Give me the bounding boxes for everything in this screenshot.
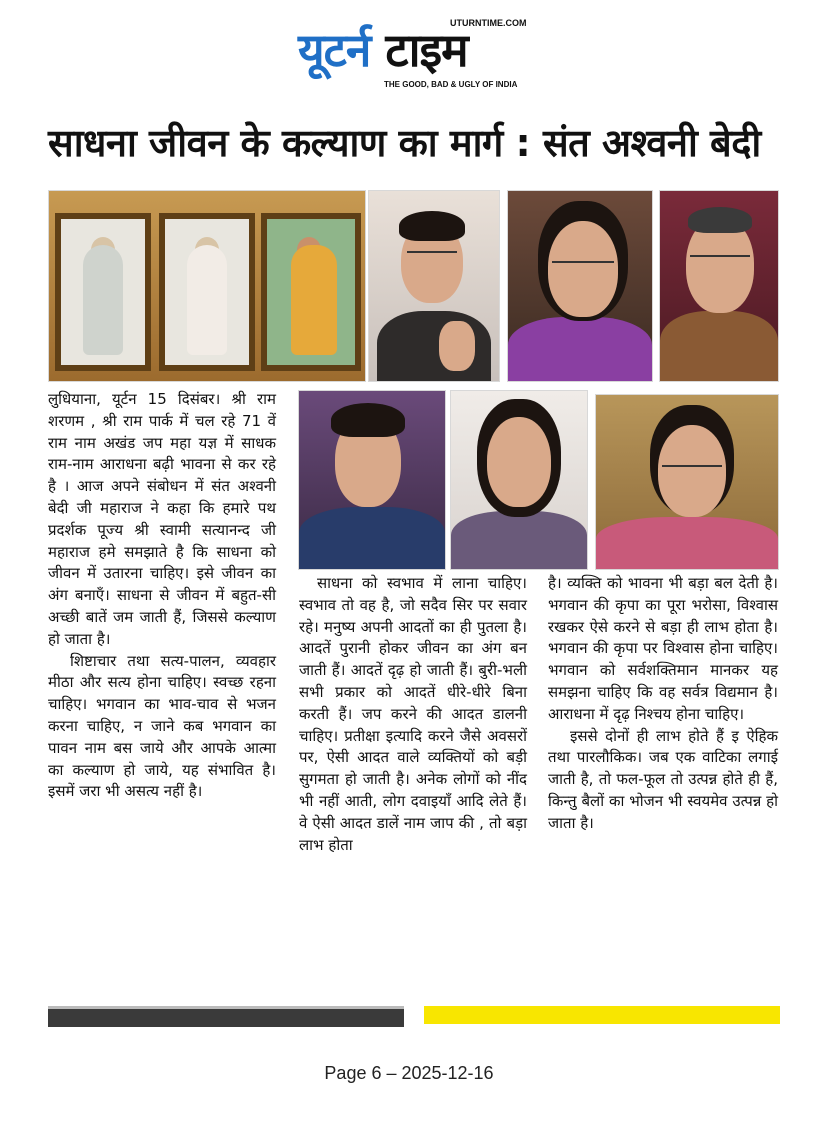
next-article-strip-right xyxy=(424,1006,780,1024)
photo-woman-purple-shawl xyxy=(507,190,653,382)
article-column-3 xyxy=(548,573,778,835)
portrait-frame-1 xyxy=(55,213,151,371)
photo-woman-center xyxy=(450,390,588,570)
article-column-2 xyxy=(299,573,527,856)
brand-part1: यूटर्न xyxy=(298,23,371,77)
brand-part2: टाइम xyxy=(385,23,468,77)
photo-older-man-glasses xyxy=(659,190,779,382)
photo-framed-portraits xyxy=(48,190,366,382)
next-article-strip-left xyxy=(48,1006,404,1027)
article-paragraph: शिष्टाचार तथा सत्य-पालन, व्यवहार मीठा और सत्य होना चाहिए। स्वच्छ रहना चाहिए। भगवान का भाव-चाव से भजन करना चाहिए, न जाने कब भगवान का पावन नाम बस जाये और आपके आत्मा का कल्याण हो जाये, यह संभावित है। इसमें जरा भी असत्य नहीं है। xyxy=(48,651,276,801)
portrait-frame-3 xyxy=(261,213,361,371)
article-paragraph: साधना को स्वभाव में लाना चाहिए। स्वभाव तो वह है, जो सदैव सिर पर सवार रहे। मनुष्य अपनी आदतों का ही पुतला है। आदतें पुरानी होकर जीवन का अंग बन जाती हैं। आदतें दृढ़ हो जाती हैं। बुरी-भली सभी प्रकार को आदतें धीरे-धीरे बिना करती हैं। जप करने की आदत डालनी चाहिए। प्रतीक्षा इत्यादि करने जैसे अवसरों पर, ऐसी आदत वाले व्यक्तियों को बड़ी सुगमता हो जाती है। अनेक लोगों को नींद भी नहीं आती, लोग दवाइयाँ आदि लेते हैं। वे ऐसी आदत डालें नाम जाप की , तो बड़ा लाभ होता xyxy=(299,574,527,854)
portrait-frame-2 xyxy=(159,213,255,371)
photo-young-man-blazer xyxy=(298,390,446,570)
article-headline: साधना जीवन के कल्याण का मार्ग : संत अश्वनी बेदी xyxy=(48,121,761,165)
newspaper-logo xyxy=(298,24,468,76)
article-column-1 xyxy=(48,389,276,803)
photo-elderly-woman xyxy=(595,394,779,570)
article-paragraph: इससे दोनों ही लाभ होते हैं इ ऐहिक तथा पारलौकिक। जब एक वाटिका लगाई जाती है, तो फल-फूल तो उत्पन्न होते ही हैं, किन्तु बैलों का भोजन भी स्वयमेव उत्पन्न हो जाता है। xyxy=(548,726,778,832)
site-url: UTURNTIME.COM xyxy=(450,18,527,28)
photo-man-folded-hands xyxy=(368,190,500,382)
tagline: THE GOOD, BAD & UGLY OF INDIA xyxy=(384,80,518,89)
article-paragraph: है। व्यक्ति को भावना भी बड़ा बल देती है। भगवान की कृपा का पूरा भरोसा, विश्वास रखकर ऐसे करने से बड़ा ही लाभ होता है। भगवान की कृपा पर विश्वास होना चाहिए। भगवान को सर्वशक्तिमान मानकर यह समझना चाहिए कि वह सर्वत्र विद्यमान है। आराधना में दृढ़ निश्चय होना चाहिए। xyxy=(548,574,778,723)
page-footer: Page 6 – 2025-12-16 xyxy=(324,1063,494,1083)
article-paragraph: लुधियाना, यूर्टन 15 दिसंबर। श्री राम शरणम , श्री राम पार्क में चल रहे 71 वें राम नाम अखंड जप महा यज्ञ में साधक राम-नाम आराधना बढ़ी भावना से कर रहे है । आज अपने संबोधन में संत अश्वनी बेदी जी महाराज ने कहा कि हमारे पथ प्रदर्शक पूज्य श्री स्वामी सत्यानन्द जी महाराज हमे समझाते है कि साधना को जीवन में उतारना चाहिए। इसे जीवन का अंग बनाएँ। साधना से जीवन में बहुत-सी अच्छी बातें जम जाती हैं, जिससे कल्याण हो जाता है। xyxy=(48,390,276,648)
